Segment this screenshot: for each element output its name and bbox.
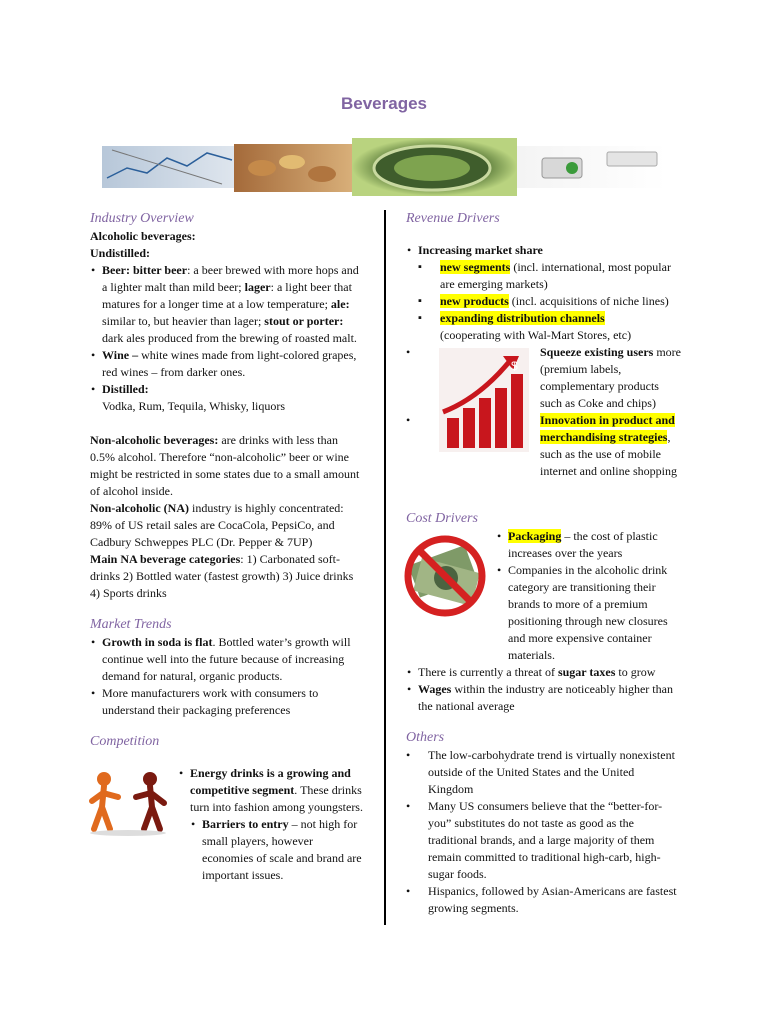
industry-overview-heading: Industry Overview	[90, 211, 194, 226]
others-item: • The low-carbohydrate trend is virtually nonexistent outside of the United States and the United Kingdom	[406, 748, 675, 796]
market-trends-heading: Market Trends	[90, 617, 172, 632]
competition-item: • Energy drinks is a growing and competitive segment. These drinks turn into fashion among youngsters.	[190, 765, 365, 816]
competition-heading: Competition	[90, 734, 160, 749]
alcoholic-label: Alcoholic beverages:	[90, 229, 196, 243]
competition-item: • Barriers to entry – not high for small players, however economies of scale and brand are important issues.	[191, 817, 362, 882]
wine-item: • Wine – white wines made from light-colored grapes, red wines – from darker ones.	[102, 347, 365, 381]
finance-banner-image	[102, 138, 667, 196]
others-item: • Many US consumers believe that the “better-for-you” substitutes do not taste as good as the traditional brands, and a large majority of them remain committed to traditional high-carb, high-sugar foods.	[406, 799, 663, 881]
others-item: • Hispanics, followed by Asian-Americans are fastest growing segments.	[406, 884, 677, 915]
undistilled-label: Undistilled:	[90, 246, 151, 260]
others-heading: Others	[406, 730, 445, 745]
revenue-subitem: ▪ new segments (incl. international, most popular are emerging markets)	[440, 259, 681, 293]
nonalcoholic-paragraph: Non-alcoholic beverages: are drinks with less than 0.5% alcohol. Therefore “non-alcoholic” beer or wine might be restricted in some states due to a small amount of alcohol inside.	[90, 433, 360, 498]
right-column	[406, 210, 681, 917]
market-trend-item: • More manufacturers work with consumers to understand their packaging preferences	[102, 685, 365, 719]
cost-drivers-heading: Cost Drivers	[406, 511, 478, 526]
market-trend-item: • Growth in soda is flat. Bottled water’s growth will continue well into the future because of increasing demand for natural, organic products.	[102, 634, 365, 685]
revenue-drivers-heading: Revenue Drivers	[406, 211, 500, 226]
cost-item: • There is currently a threat of sugar taxes to grow	[418, 664, 681, 681]
left-column	[90, 210, 365, 884]
cost-item: • Packaging – the cost of plastic increases over the years	[508, 528, 681, 562]
na-categories-paragraph: Main NA beverage categories: 1) Carbonated soft-drinks 2) Bottled water (fastest growth) 3) Juice drinks 4) Sports drinks	[90, 552, 354, 600]
cost-item: • Companies in the alcoholic drink category are transitioning their brands to more of a premium positioning through new closures and more expensive container materials.	[497, 563, 668, 662]
revenue-subitem: ▪ expanding distribution channels (cooperating with Wal-Mart Stores, etc)	[440, 310, 681, 344]
beer-item: • Beer: bitter beer: a beer brewed with more hops and a lighter malt than mild beer; lager: a light beer that matures for a longer time at a low temperature; ale: similar to, but heavier than lager; stout or porter: dark ales produced from the brewing of roasted malt.	[102, 262, 365, 347]
revenue-item: • Increasing market share ▪ new segments (incl. international, most popular are emerging markets) ▪ new products (incl. acquisitions of niche lines) ▪ expanding distribution channels (cooperating with Wal-Mart Stores, etc)	[418, 242, 681, 344]
cost-item: • Wages within the industry are noticeably higher than the national average	[418, 681, 681, 715]
page-title: Beverages	[340, 94, 427, 113]
revenue-subitem: ▪ new products (incl. acquisitions of niche lines)	[440, 293, 681, 310]
svg-text:$: $	[511, 359, 518, 373]
na-industry-paragraph: Non-alcoholic (NA) industry is highly concentrated: 89% of US retail sales are CocaCola, PepsiCo, and Cadbury Schweppes PLC (Dr. Pepper & 7UP)	[90, 501, 344, 549]
revenue-item: • Innovation in product and merchandising strategies, such as the use of mobile internet and online shopping	[406, 413, 677, 478]
column-divider	[384, 210, 386, 925]
distilled-item: • Distilled: Vodka, Rum, Tequila, Whisky, liquors	[102, 381, 365, 415]
revenue-item: • Squeeze existing users more (premium labels, complementary products such as Coke and chips)	[406, 345, 681, 410]
